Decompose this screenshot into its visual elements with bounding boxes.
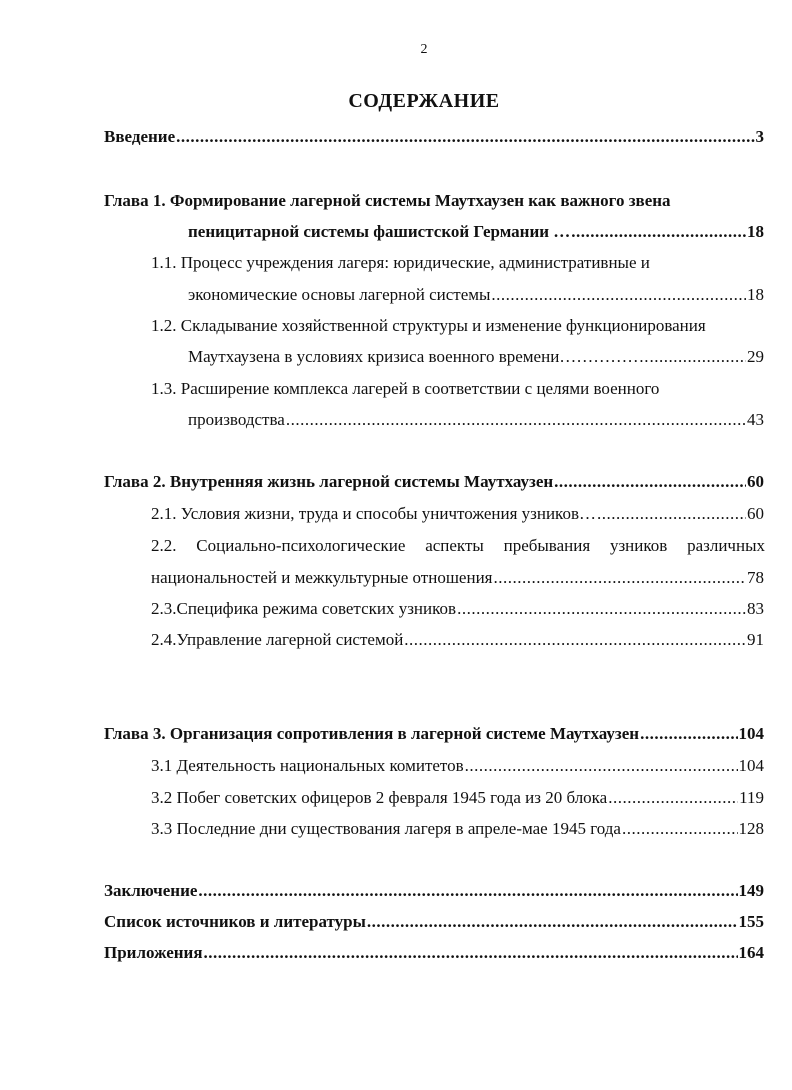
toc-entry-conclusion xyxy=(104,880,764,902)
toc-entry-section-3-3 xyxy=(151,818,764,840)
toc-entry-intro xyxy=(104,126,764,148)
toc-label: производства xyxy=(188,410,285,429)
toc-section-1-2-line1: 1.2. Складывание хозяйственной структуры и изменение функционирования xyxy=(151,316,706,335)
toc-label: Список источников и литературы xyxy=(104,912,366,931)
toc-entry-section-1-3 xyxy=(188,409,764,431)
toc-label: 2.3.Специфика режима советских узников xyxy=(151,599,457,618)
dot-leader xyxy=(494,567,747,589)
toc-page: 78 xyxy=(747,568,764,587)
toc-entry-chapter-3 xyxy=(104,723,764,745)
toc-page: 128 xyxy=(738,819,764,838)
toc-page: 149 xyxy=(738,881,764,900)
toc-page: 91 xyxy=(747,630,764,649)
dot-leader xyxy=(176,126,754,148)
toc-label: национальностей и межкультурные отношения xyxy=(151,568,493,587)
toc-page: 60 xyxy=(747,472,764,491)
toc-page: 104 xyxy=(738,756,764,775)
toc-entry-section-3-2 xyxy=(151,787,764,809)
toc-page: 155 xyxy=(738,912,764,931)
dot-leader xyxy=(404,629,746,651)
toc-entry-section-2-4 xyxy=(151,629,764,651)
dot-leader xyxy=(204,942,738,964)
dot-leader xyxy=(286,409,746,431)
dot-leader xyxy=(597,503,746,525)
toc-section-1-1-line1: 1.1. Процесс учреждения лагеря: юридические, административные и xyxy=(151,253,650,272)
toc-label: Маутхаузена в условиях кризиса военного времени……………. xyxy=(188,347,649,366)
toc-page: 60 xyxy=(747,504,764,523)
toc-section-1-3-line1: 1.3. Расширение комплекса лагерей в соответствии с целями военного xyxy=(151,379,660,398)
toc-page: 18 xyxy=(747,222,764,241)
toc-page: 3 xyxy=(755,127,764,146)
toc-entry-section-1-2 xyxy=(188,346,764,368)
toc-label: Приложения xyxy=(104,943,203,962)
dot-leader xyxy=(465,755,738,777)
toc-entry-sources xyxy=(104,911,764,933)
dot-leader xyxy=(198,880,737,902)
toc-entry-chapter-2 xyxy=(104,471,764,493)
toc-entry-section-2-2 xyxy=(151,567,764,589)
toc-section-2-2-line1: 2.2. Социально-психологические аспекты пребывания узников различных xyxy=(151,536,765,555)
dot-leader xyxy=(571,221,746,243)
toc-entry-appendix xyxy=(104,942,764,964)
toc-page: 119 xyxy=(739,788,764,807)
dot-leader xyxy=(622,818,738,840)
toc-label: экономические основы лагерной системы xyxy=(188,285,491,304)
toc-label: 3.2 Побег советских офицеров 2 февраля 1945 года из 20 блока xyxy=(151,788,608,807)
toc-entry-section-2-1 xyxy=(151,503,764,525)
toc-label: Заключение xyxy=(104,881,198,900)
toc-page: 104 xyxy=(738,724,764,743)
toc-chapter-1-line1: Глава 1. Формирование лагерной системы Маутхаузен как важного звена xyxy=(104,191,671,210)
dot-leader xyxy=(457,598,746,620)
dot-leader xyxy=(554,471,746,493)
toc-label: Глава 3. Организация сопротивления в лагерной системе Маутхаузен xyxy=(104,724,640,743)
toc-entry-chapter-1 xyxy=(188,221,764,243)
dot-leader xyxy=(650,346,746,368)
toc-label: 2.4.Управление лагерной системой xyxy=(151,630,404,649)
dot-leader xyxy=(640,723,737,745)
dot-leader xyxy=(608,787,738,809)
toc-page: 18 xyxy=(747,285,764,304)
toc-page: 164 xyxy=(738,943,764,962)
toc-label: пеницитарной системы фашистской Германии … xyxy=(188,222,571,241)
toc-label: 3.3 Последние дни существования лагеря в апреле-мае 1945 года xyxy=(151,819,621,838)
toc-label: Глава 2. Внутренняя жизнь лагерной системы Маутхаузен xyxy=(104,472,554,491)
dot-leader xyxy=(367,911,738,933)
toc-label: 2.1. Условия жизни, труда и способы уничтожения узников… xyxy=(151,504,596,523)
page-title: СОДЕРЖАНИЕ xyxy=(348,90,500,112)
toc-page: 83 xyxy=(747,599,764,618)
toc-label: Введение xyxy=(104,127,176,146)
toc-label: 3.1 Деятельность национальных комитетов xyxy=(151,756,464,775)
toc-entry-section-2-3 xyxy=(151,598,764,620)
toc-entry-section-1-1 xyxy=(188,284,764,306)
toc-page: 29 xyxy=(747,347,764,366)
toc-entry-section-3-1 xyxy=(151,755,764,777)
toc-page: 43 xyxy=(747,410,764,429)
page-number: 2 xyxy=(420,42,428,57)
dot-leader xyxy=(491,284,746,306)
